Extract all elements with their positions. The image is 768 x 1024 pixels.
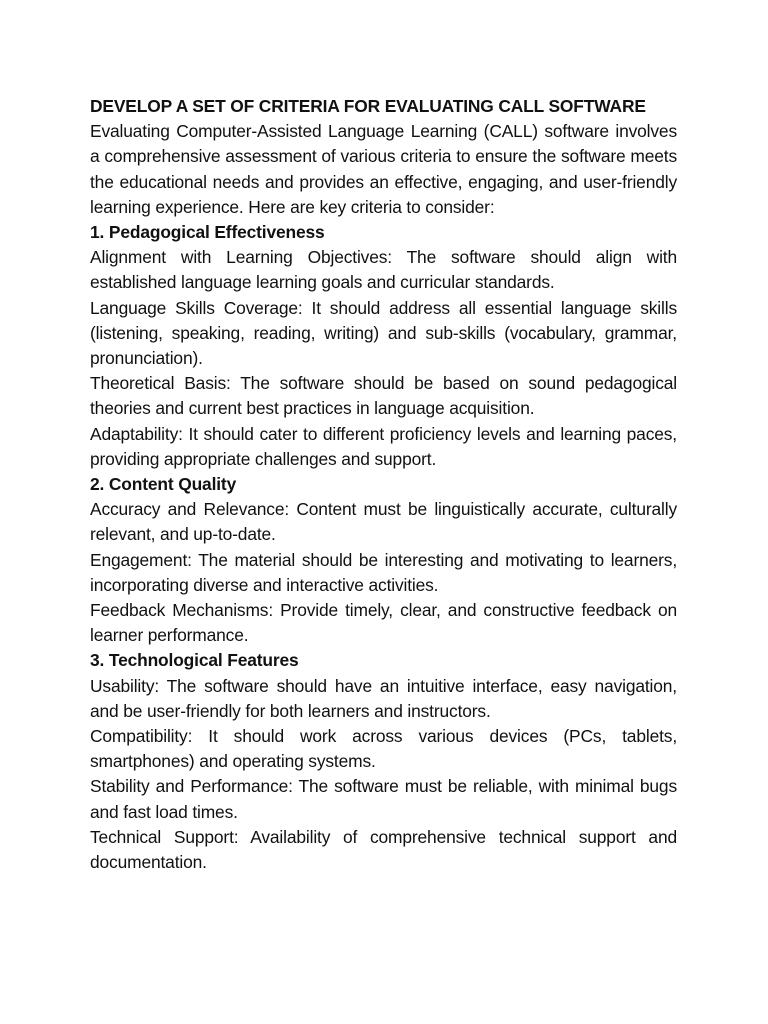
section-heading-technological: 3. Technological Features <box>90 650 299 671</box>
criterion-paragraph: Accuracy and Relevance: Content must be linguistically accurate, culturally relevant, and up-to-date. <box>90 499 677 545</box>
criterion-paragraph: Usability: The software should have an intuitive interface, easy navigation, and be user-friendly for both learners and instructors. <box>90 675 677 721</box>
criterion-paragraph: Adaptability: It should cater to different proficiency levels and learning paces, providing appropriate challenges and support. <box>90 423 677 469</box>
document-body <box>90 94 677 875</box>
criterion-paragraph: Theoretical Basis: The software should be based on sound pedagogical theories and current best practices in language acquisition. <box>90 373 677 419</box>
criterion-paragraph: Alignment with Learning Objectives: The software should align with established language learning goals and curricular standards. <box>90 247 677 293</box>
criterion-paragraph: Technical Support: Availability of comprehensive technical support and documentation. <box>90 826 677 873</box>
criterion-paragraph: Engagement: The material should be interesting and motivating to learners, incorporating diverse and interactive activities. <box>90 549 677 595</box>
section-heading-pedagogical: 1. Pedagogical Effectiveness <box>90 222 325 243</box>
criterion-paragraph: Feedback Mechanisms: Provide timely, clear, and constructive feedback on learner performance. <box>90 600 677 646</box>
intro-paragraph: Evaluating Computer-Assisted Language Learning (CALL) software involves a comprehensive assessment of various criteria to ensure the software meets the educational needs and provides an effective, engaging, and user-friendly learning experience. Here are key criteria to consider: <box>90 121 677 217</box>
section-heading-content-quality: 2. Content Quality <box>90 474 237 495</box>
criterion-paragraph: Stability and Performance: The software must be reliable, with minimal bugs and fast load times. <box>90 776 677 822</box>
document-title: DEVELOP A SET OF CRITERIA FOR EVALUATING CALL SOFTWARE <box>90 96 646 116</box>
criterion-paragraph: Language Skills Coverage: It should address all essential language skills (listening, speaking, reading, writing) and sub-skills (vocabulary, grammar, pronunciation). <box>90 297 677 369</box>
criterion-paragraph: Compatibility: It should work across various devices (PCs, tablets, smartphones) and operating systems. <box>90 726 677 772</box>
